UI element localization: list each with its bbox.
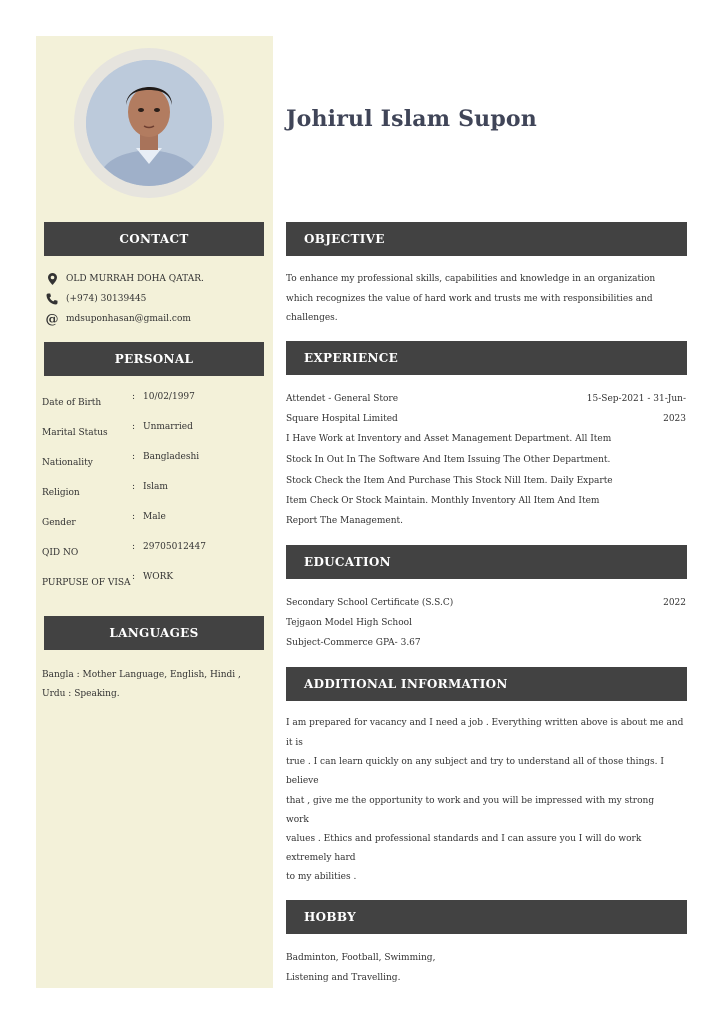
experience-dates-end: 2023 xyxy=(663,414,686,424)
personal-value: 10/02/1997 xyxy=(143,392,195,402)
personal-row-nationality: Nationality : Bangladeshi xyxy=(42,452,200,468)
at-sign-icon: @ xyxy=(45,311,59,327)
phone-icon xyxy=(44,292,60,306)
hobby-line: Listening and Travelling. xyxy=(286,973,401,983)
personal-row-gender: Gender : Male xyxy=(42,512,166,528)
objective-line: which recognizes the value of hard work and trusts me with responsibilities and xyxy=(286,294,653,304)
objective-line: To enhance my professional skills, capabilities and knowledge in an organization xyxy=(286,274,656,284)
personal-row-marital: Marital Status : Unmarried xyxy=(42,422,193,438)
languages-heading: LANGUAGES xyxy=(44,616,264,650)
contact-heading: CONTACT xyxy=(44,222,264,256)
additional-line: that , give me the opportunity to work and you will be impressed with my strong xyxy=(286,796,655,806)
personal-label: Date of Birth xyxy=(42,398,102,408)
additional-line: values . Ethics and professional standards and I can assure you I will do work xyxy=(286,834,642,844)
personal-heading: PERSONAL xyxy=(44,342,264,376)
additional-line: true . I can learn quickly on any subject and try to understand all of those things. I xyxy=(286,757,664,767)
hobby-heading: HOBBY xyxy=(286,900,687,934)
experience-line: I Have Work at Inventory and Asset Management Department. All Item xyxy=(286,434,612,444)
contact-address xyxy=(44,272,204,286)
additional-line: to my abilities . xyxy=(286,872,357,882)
sidebar xyxy=(36,36,273,988)
languages-text: Bangla : Mother Language, English, Hindi , Urdu : Speaking. xyxy=(42,670,241,699)
personal-label: Gender xyxy=(42,518,76,528)
experience-heading: EXPERIENCE xyxy=(286,341,687,375)
experience-company: Square Hospital Limited xyxy=(286,414,398,424)
education-heading: EDUCATION xyxy=(286,545,687,579)
personal-value: Male xyxy=(143,512,166,522)
personal-value: Bangladeshi xyxy=(143,452,200,462)
address-text: OLD MURRAH DOHA QATAR. xyxy=(66,274,204,284)
experience-line: Stock In Out In The Software And Item Issuing The Other Department. xyxy=(286,455,611,465)
objective-heading: OBJECTIVE xyxy=(286,222,687,256)
personal-row-dob: Date of Birth : 10/02/1997 xyxy=(42,392,195,408)
personal-value: 29705012447 xyxy=(143,542,206,552)
hobby-line: Badminton, Football, Swimming, xyxy=(286,953,436,963)
profile-photo xyxy=(86,60,212,186)
additional-line: it is xyxy=(286,738,303,748)
contact-email xyxy=(44,312,191,326)
experience-line: Report The Management. xyxy=(286,516,404,526)
personal-label: Marital Status xyxy=(42,428,108,438)
experience-dates: 15-Sep-2021 - 31-Jun- xyxy=(586,394,686,404)
personal-label: QID NO xyxy=(42,548,79,558)
additional-line: I am prepared for vacancy and I need a job . Everything written above is about me and xyxy=(286,718,684,728)
experience-line: Item Check Or Stock Maintain. Monthly Inventory All Item And Item xyxy=(286,496,600,506)
education-year: 2022 xyxy=(663,598,686,608)
personal-row-qid: QID NO : 29705012447 xyxy=(42,542,206,558)
personal-label: PURPUSE OF VISA xyxy=(42,578,131,588)
personal-label: Nationality xyxy=(42,458,93,468)
personal-row-religion: Religion : Islam xyxy=(42,482,168,498)
personal-value: Unmarried xyxy=(143,422,193,432)
candidate-name: Johirul Islam Supon xyxy=(286,106,537,132)
email-text: mdsuponhasan@gmail.com xyxy=(66,314,191,324)
additional-info-heading: ADDITIONAL INFORMATION xyxy=(286,667,687,701)
location-pin-icon xyxy=(44,272,60,286)
additional-line: extremely hard xyxy=(286,853,356,863)
personal-row-visa: PURPUSE OF VISA : WORK xyxy=(42,572,174,588)
personal-value: WORK xyxy=(143,572,174,582)
personal-value: Islam xyxy=(143,482,168,492)
personal-label: Religion xyxy=(42,488,80,498)
education-school: Tejgaon Model High School xyxy=(286,618,412,628)
education-subject: Subject-Commerce GPA- 3.67 xyxy=(286,638,421,648)
profile-photo-frame xyxy=(74,48,224,198)
additional-line: work xyxy=(286,815,309,825)
objective-line: challenges. xyxy=(286,313,338,323)
additional-line: believe xyxy=(286,776,319,786)
experience-line: Stock Check the Item And Purchase This Stock Nill Item. Daily Exparte xyxy=(286,476,613,486)
education-degree: Secondary School Certificate (S.S.C) xyxy=(286,598,454,608)
contact-phone xyxy=(44,292,146,306)
phone-text: (+974) 30139445 xyxy=(66,294,147,304)
experience-position: Attendet - General Store xyxy=(286,394,399,404)
